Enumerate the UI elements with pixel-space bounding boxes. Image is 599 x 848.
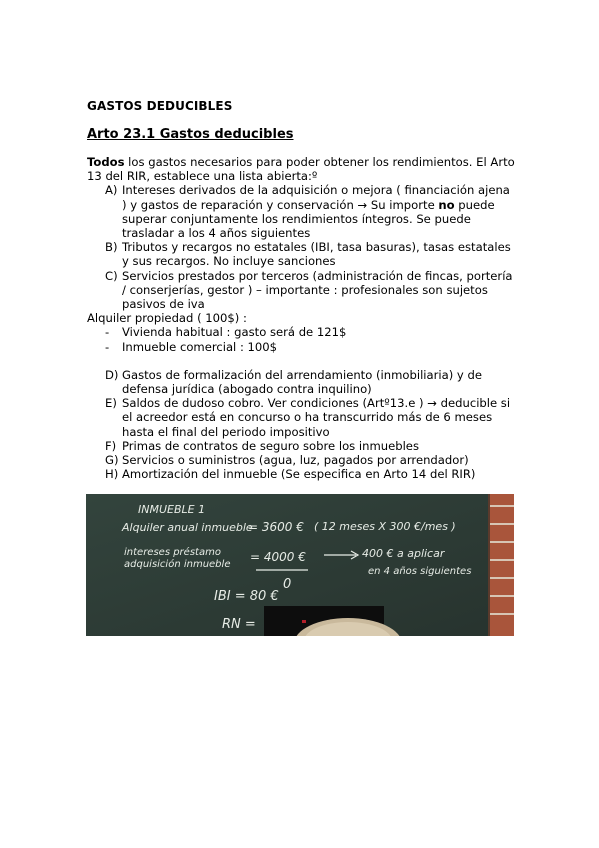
list-marker: - (105, 339, 110, 354)
list-item-text: Saldos de dudoso cobro. Ver condiciones (Artº13.e ) → deducible si el acreedor está en concurso o ha transcurrido más de 6 meses hasta el final del periodo impositivo (122, 396, 511, 439)
list-item (87, 269, 517, 312)
document-heading: GASTOS DEDUCIBLES (87, 99, 233, 113)
alquiler-list (87, 325, 517, 353)
section-heading: Arto 23.1 Gastos deducibles (87, 127, 294, 142)
board-carryover: 400 € a aplicar (362, 547, 445, 560)
list-item-text: Tributos y recargos no estatales (IBI, tasa basuras), tasas estatales y sus recargos. No incluye sanciones (122, 240, 511, 269)
list-item-text: Gastos de formalización del arrendamiento (inmobiliaria) y de defensa jurídica (abogado contra inquilino) (122, 367, 482, 397)
list-item (87, 183, 517, 240)
list-item (87, 453, 517, 467)
list-marker: E) (105, 396, 117, 411)
list-item-text: Vivienda habitual : gasto será de 121$ (122, 325, 347, 340)
blackboard-image (86, 494, 514, 636)
board-interest-label: intereses préstamo (124, 547, 221, 558)
board-interest-label: adquisición inmueble (124, 559, 231, 570)
list-item (87, 340, 517, 354)
list-marker: D) (105, 367, 119, 382)
list-item-bold: no (438, 197, 455, 212)
alquiler-title: Alquiler propiedad ( 100$) : (87, 311, 247, 326)
list-item-text: Servicios prestados por terceros (administración de fincas, portería / conserjerías, gestor ) – importante : profesionales son sujetos pasivos de iva (122, 268, 513, 312)
list-item-text: Inmueble comercial : 100$ (122, 339, 278, 354)
board-title: INMUEBLE 1 (138, 503, 206, 516)
list-item (87, 439, 517, 453)
board-ibi: IBI = 80 € (214, 589, 279, 604)
list-marker: C) (105, 268, 118, 283)
list-marker: H) (105, 467, 119, 482)
board-carryover-note: en 4 años siguientes (368, 566, 472, 577)
list-item-text: puede superar conjuntamente los rendimientos íntegros. Se puede trasladar a los 4 años siguientes (122, 197, 495, 241)
list-marker: G) (105, 453, 119, 468)
list-item-text: Primas de contratos de seguro sobre los inmuebles (122, 438, 419, 453)
list-marker: A) (105, 183, 118, 198)
list-item-text: Servicios o suministros (agua, luz, pagados por arrendador) (122, 453, 469, 468)
list-item (87, 467, 517, 481)
blackboard-photo (86, 494, 514, 636)
intro-paragraph (87, 155, 517, 183)
intro-bold: Todos (87, 155, 125, 169)
list-item-text: Intereses derivados de la adquisición o mejora ( financiación ajena ) y gastos de reparación y conservación → Su importe (122, 183, 510, 212)
list-item (87, 325, 517, 339)
board-rn: RN = (222, 617, 256, 632)
list-item (87, 240, 517, 268)
deductible-list-a (87, 183, 517, 311)
list-marker: F) (105, 438, 117, 453)
list-item (87, 368, 517, 396)
intro-text: los gastos necesarios para poder obtener los rendimientos. El Arto 13 del RIR, establece una lista abierta:º (87, 155, 515, 184)
board-rent-label: Alquiler anual inmueble (122, 521, 253, 534)
board-rent-value: = 3600 € (248, 520, 304, 534)
list-marker: B) (105, 240, 118, 255)
board-rent-note: ( 12 meses X 300 €/mes ) (314, 520, 456, 533)
deductible-list-b (87, 368, 517, 482)
list-marker: - (105, 325, 110, 340)
document-body (87, 155, 517, 481)
brick-wall (489, 494, 514, 636)
spacer (87, 354, 517, 368)
board-interest-value: = 4000 € (250, 550, 306, 564)
list-item (87, 396, 517, 439)
list-item-text: Amortización del inmueble (Se especifica en Arto 14 del RIR) (122, 467, 476, 482)
board-zero: 0 (283, 577, 292, 592)
